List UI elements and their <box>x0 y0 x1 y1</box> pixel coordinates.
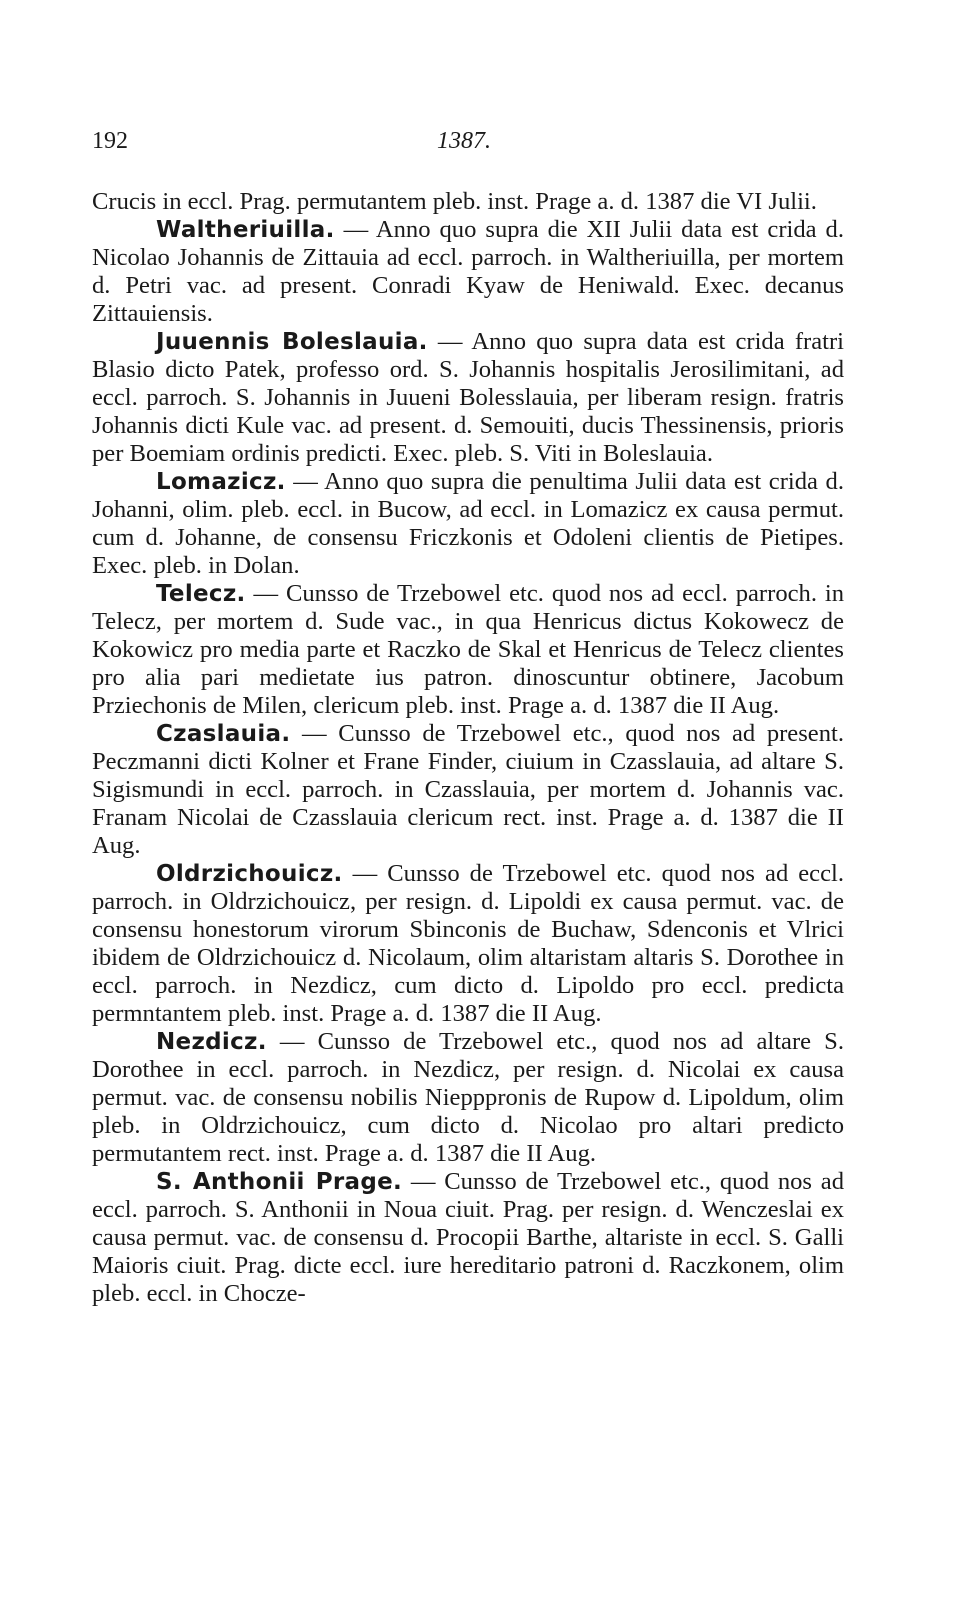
place-heading: S. Anthonii Prage. <box>156 1169 403 1195</box>
place-heading: Oldrzichouicz. <box>156 861 343 887</box>
paragraph-text: — Anno quo supra die XII Julii data est crida d. Nicolao Johannis de Zittauia ad eccl. parroch. in Waltheriuilla, per mortem d. Petri vac. ad present. Conradi Kyaw de Heniwald. Exec. decanus Zittauiensis. <box>92 216 844 327</box>
entry-oldrzichouicz <box>92 860 844 1028</box>
place-heading: Lomazicz. <box>156 469 286 495</box>
paragraph-text: — Cunsso de Trzebowel etc. quod nos ad eccl. parroch. in Telecz, per mortem d. Sude vac., in qua Henricus dictus Kokowecz de Kokowicz pro media parte et Raczko de Skal et Henricus de Telecz clientes pro alia pari medietate ius patron. dinoscuntur obtinere, Jacobum Prziechonis de Milen, clericum pleb. inst. Prage a. d. 1387 die II Aug. <box>92 580 844 719</box>
running-head <box>92 128 844 162</box>
page-number: 192 <box>92 128 128 154</box>
paragraph-text: — Cunsso de Trzebowel etc. quod nos ad eccl. parroch. in Oldrzichouicz, per resign. d. Lipoldi ex causa permut. vac. de consensu honestorum virorum Sbinconis de Buchaw, Sdenconis et Vlrici ibidem de Oldrzichouicz d. Nicolaum, olim altaristam altaris S. Dorothee in eccl. parroch. in Nezdicz, cum dicto d. Lipoldo pro eccl. predicta permntantem pleb. inst. Prage a. d. 1387 die II Aug. <box>92 860 844 1027</box>
paragraph-text: — Cunsso de Trzebowel etc., quod nos ad present. Peczmanni dicti Kolner et Frane Finder, ciuium in Czasslauia, ad altare S. Sigismundi in eccl. parroch. in Czasslauia, per mortem d. Johannis vac. Franam Nicolai de Czasslauia clericum rect. inst. Prage a. d. 1387 die II Aug. <box>92 720 844 859</box>
book-page <box>92 128 844 1308</box>
entry-waltheriuilla <box>92 216 844 328</box>
entry-telecz <box>92 580 844 720</box>
place-heading: Nezdicz. <box>156 1029 267 1055</box>
paragraph-text: Crucis in eccl. Prag. permutantem pleb. inst. Prage a. d. 1387 die VI Julii. <box>92 188 817 215</box>
place-heading: Telecz. <box>156 581 246 607</box>
running-year: 1387. <box>437 128 491 154</box>
paragraph-continuation <box>92 188 844 216</box>
paragraph-text: — Cunsso de Trzebowel etc., quod nos ad eccl. parroch. S. Anthonii in Noua ciuit. Prag. per resign. d. Wenczeslai ex causa permut. vac. de consensu d. Procopii Barthe, altariste in eccl. S. Galli Maioris ciuit. Prag. dicte eccl. iure hereditario patroni d. Raczkonem, olim pleb. eccl. in Chocze- <box>92 1168 845 1307</box>
entry-lomazicz <box>92 468 844 580</box>
paragraph-text: — Anno quo supra data est crida fratri Blasio dicto Patek, professo ord. S. Johannis hospitalis Jerosilimitani, ad eccl. parroch. S. Johannis in Juueni Bolesslauia, per liberam resign. fratris Johannis dicti Kule vac. ad present. d. Semouiti, ducis Thessinensis, prioris per Boemiam ordinis predicti. Exec. pleb. S. Viti in Boleslauia. <box>92 328 844 467</box>
body-text <box>92 188 844 1308</box>
entry-nezdicz <box>92 1028 844 1168</box>
entry-juuennis-boleslauia <box>92 328 844 468</box>
entry-s-anthonii-prage <box>92 1168 844 1308</box>
entry-czaslauia <box>92 720 844 860</box>
place-heading: Waltheriuilla. <box>156 217 335 243</box>
paragraph-text: — Anno quo supra die penultima Julii data est crida d. Johanni, olim. pleb. eccl. in Bucow, ad eccl. in Lomazicz ex causa permut. cum d. Johanne, de consensu Friczkonis et Odoleni clientis de Pietipes. Exec. pleb. in Dolan. <box>92 468 844 579</box>
place-heading: Czaslauia. <box>156 721 291 747</box>
place-heading: Juuennis Boleslauia. <box>156 329 428 355</box>
paragraph-text: — Cunsso de Trzebowel etc., quod nos ad altare S. Dorothee in eccl. parroch. in Nezdicz, per resign. d. Nicolai ex causa permut. vac. de consensu nobilis Niepppronis de Rupow d. Lipoldum, olim pleb. in Oldrzichouicz, cum dicto d. Nicolao pro altari predicto permutantem rect. inst. Prage a. d. 1387 die II Aug. <box>92 1028 844 1167</box>
